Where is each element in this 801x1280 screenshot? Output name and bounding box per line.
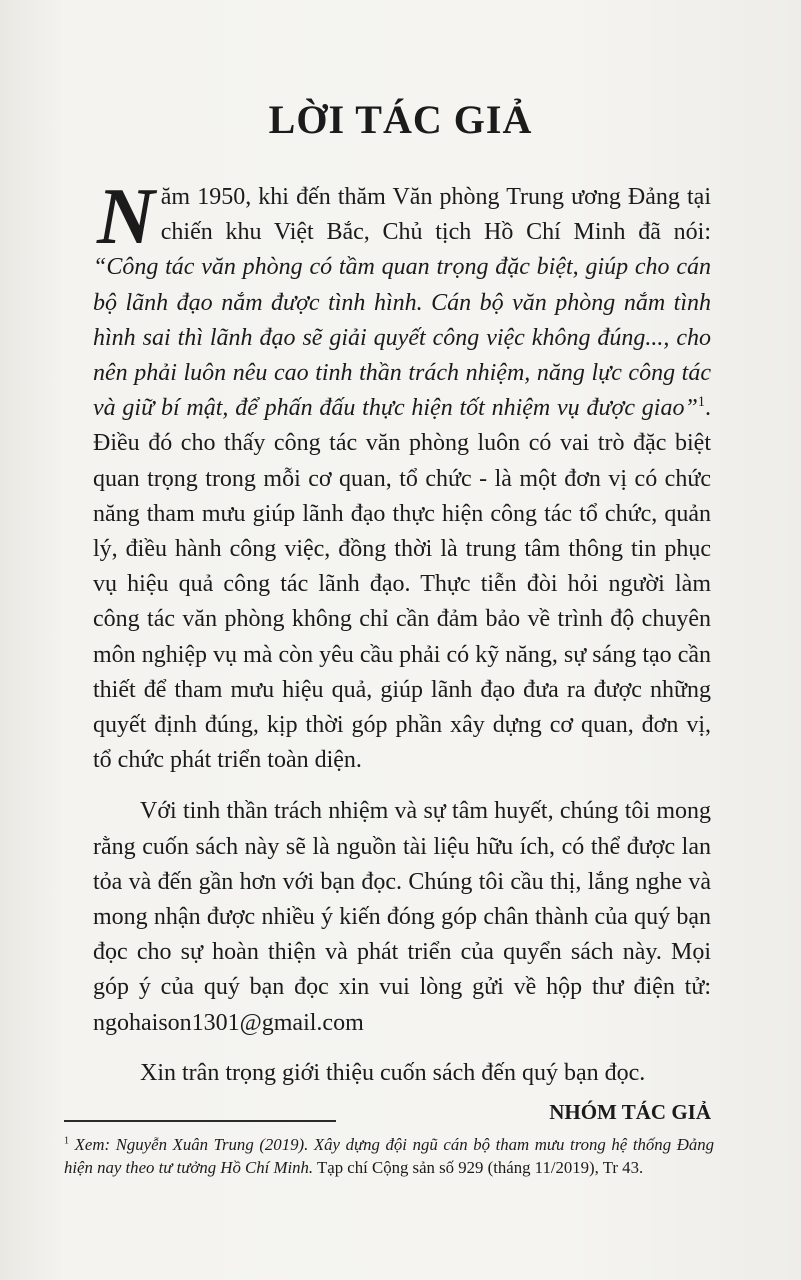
footnote-reference[interactable]: 1 xyxy=(697,394,705,411)
paragraph-3: Xin trân trọng giới thiệu cuốn sách đến quý bạn đọc. xyxy=(140,1059,646,1086)
page-title: LỜI TÁC GIẢ xyxy=(268,97,533,142)
footnote-divider xyxy=(64,1120,336,1122)
paragraph-1-rest: . Điều đó cho thấy công tác văn phòng luôn có vai trò đặc biệt quan trọng trong mỗi cơ quan, tổ chức - là một đơn vị có chức năng tham mưu giúp lãnh đạo thực hiện công tác tổ chức, quản lý, điều hành công việc, đồng thời là trung tâm thông tin phục vụ hiệu quả công tác lãnh đạo. Thực tiễn đòi hỏi người làm công tác văn phòng không chỉ cần đảm bảo về trình độ chuyên môn nghiệp vụ mà còn yêu cầu phải có kỹ năng, sự sáng tạo cần thiết để tham mưu hiệu quả, giúp lãnh đạo đưa ra được những quyết định đúng, kịp thời góp phần xây dựng cơ quan, đơn vị, tổ chức phát triển toàn diện. xyxy=(93,395,711,774)
preface-body xyxy=(93,173,711,1130)
footnote-source: Xem: Nguyễn Xuân Trung (2019). Xây dựng đội ngũ cán bộ tham mưu trong hệ thống Đảng hiện nay theo tư tưởng Hồ Chí Minh. xyxy=(64,1135,714,1177)
footnote-publication: Tạp chí Cộng sản số 929 (tháng 11/2019), Tr 43. xyxy=(313,1158,644,1177)
footnote xyxy=(64,1133,714,1179)
author-signature: NHÓM TÁC GIẢ xyxy=(549,1100,711,1125)
paragraph-1 xyxy=(93,173,711,778)
paragraph-2: Với tinh thần trách nhiệm và sự tâm huyết, chúng tôi mong rằng cuốn sách này sẽ là nguồn tài liệu hữu ích, có thể được lan tỏa và đến gần hơn với bạn đọc. Chúng tôi cầu thị, lắng nghe và mong nhận được nhiều ý kiến đóng góp chân thành của quý bạn đọc cho sự hoàn thiện và phát triển của quyển sách này. Mọi góp ý của quý bạn đọc xin vui lòng gửi về hộp thư điện tử: ngohaison1301@gmail.com xyxy=(93,798,711,1036)
paragraph-1-intro: ăm 1950, khi đến thăm Văn phòng Trung ương Đảng tại chiến khu Việt Bắc, Chủ tịch Hồ Chí Minh đã nói: xyxy=(160,184,711,246)
drop-cap: N xyxy=(97,173,155,261)
ho-chi-minh-quote: “Công tác văn phòng có tầm quan trọng đặc biệt, giúp cho cán bộ lãnh đạo nắm được tình hình. Cán bộ văn phòng nắm tình hình sai thì lãnh đạo sẽ giải quyết công việc không đúng..., cho nên phải luôn nêu cao tinh thần trách nhiệm, năng lực công tác và giữ bí mật, để phấn đấu thực hiện tốt nhiệm vụ được giao” xyxy=(93,254,711,422)
footnote-number: 1 xyxy=(64,1135,70,1147)
